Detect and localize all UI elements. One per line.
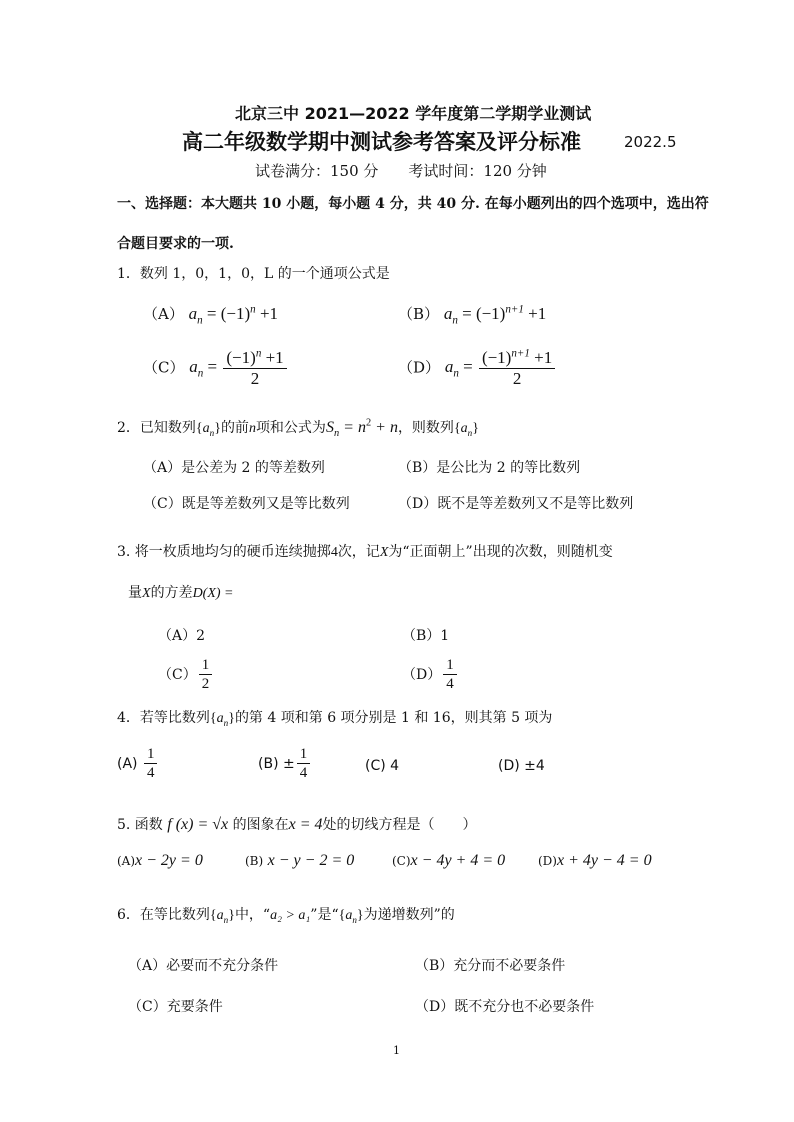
q1-d-formula: $a_n$ = $\frac{(-1)^{n+1} +1}{2}$ [445,357,557,376]
q3-option-c: （C） $\frac{1}{2}$ [158,657,214,693]
q1-option-b [398,303,547,327]
q1-option-a [143,303,279,327]
school-line: 北京三中 2021—2022 学年度第二学期学业测试 [235,104,592,123]
q4-option-c: (C) 4 [365,758,400,774]
page-number: 1 [393,1044,400,1057]
q4-option-b: (B) ± $\frac{1}{4}$ [258,746,312,782]
q2-option-a: （A）是公差为 2 的等差数列 [143,460,325,476]
title-date: 2022.5 [624,133,677,151]
q6-option-b: （B）充分而不必要条件 [415,958,566,974]
q1-a-label: （A） [143,305,184,323]
q3-option-b: （B）1 [402,628,450,644]
q1-option-d [398,348,557,389]
q2-stem: 2．已知数列$\{a_n\}$的前n项和公式为$S_n = n^2 + n$，则数列$\{a_n\}$ [117,417,479,440]
exam-info: 试卷满分：150 分 考试时间：120 分钟 [255,162,547,180]
q1-b-formula: $a_n = (-1)^{n+1} +1$ [443,303,547,327]
section-intro-line2: 合题目要求的一项. [117,236,234,252]
q4-stem: 4．若等比数列$\{a_n\}$的第 4 项和第 6 项分别是 1 和 16，则其第 5 项为 [117,710,553,728]
q5-option-b: (B) x − y − 2 = 0 [245,852,355,869]
q6-option-c: （C）充要条件 [128,999,223,1015]
q3-option-a: （A）2 [158,628,206,644]
q6-option-d: （D）既不充分也不必要条件 [415,999,595,1015]
page-title: 高二年级数学期中测试参考答案及评分标准 [182,129,581,154]
q3-option-d: （D） $\frac{1}{4}$ [402,657,459,693]
q1-a-formula: $a_n = (-1)^n +1$ [188,303,279,327]
q5-option-a: (A)x − 2y = 0 [117,852,203,869]
q1-option-c [143,348,289,389]
q2-option-b: （B）是公比为 2 的等比数列 [398,460,581,476]
q3-stem-line1: 3. 将一枚质地均匀的硬币连续抛掷4次，记X为“正面朝上”出现的次数，则随机变 [117,544,613,560]
q2-option-c: （C）既是等差数列又是等比数列 [143,496,350,512]
q6-stem: 6．在等比数列$\{a_n\}$中，“a₂ > a₁”是“$\{a_n\}$为递增数列”的 [117,907,455,925]
q3-stem-line2: 量X的方差D(X) = [128,585,234,601]
q6-option-a: （A）必要而不充分条件 [128,958,279,974]
q1-c-formula: $a_n$ = $\frac{(-1)^n +1}{2}$ [189,357,288,376]
q1-c-label: （C） [143,358,185,377]
q5-stem: 5. 函数 f (x) = √x 的图象在x = 4处的切线方程是（ ） [117,816,477,833]
section-intro-line1: 一、选择题：本大题共 10 小题，每小题 4 分，共 40 分. 在每小题列出的四个选项中，选出符 [117,196,709,212]
q5-option-c: (C)x − 4y + 4 = 0 [392,852,506,869]
q1-stem: 1．数列 1，0，1，0，L 的一个通项公式是 [117,266,390,282]
q5-option-d: (D)x + 4y − 4 = 0 [538,852,652,869]
q2-set-an: $\{a_n\}$ [195,421,221,438]
q2-set-an-2: $\{a_n\}$ [453,421,479,438]
q1-b-label: （B） [398,305,440,323]
q2-formula: $S_n = n^2 + n$ [325,417,398,440]
q4-option-d: (D) ±4 [498,758,545,774]
q1-d-label: （D） [398,358,441,377]
q4-option-a: (A) $\frac{1}{4}$ [117,746,159,782]
q2-option-d: （D）既不是等差数列又不是等比数列 [398,496,634,512]
